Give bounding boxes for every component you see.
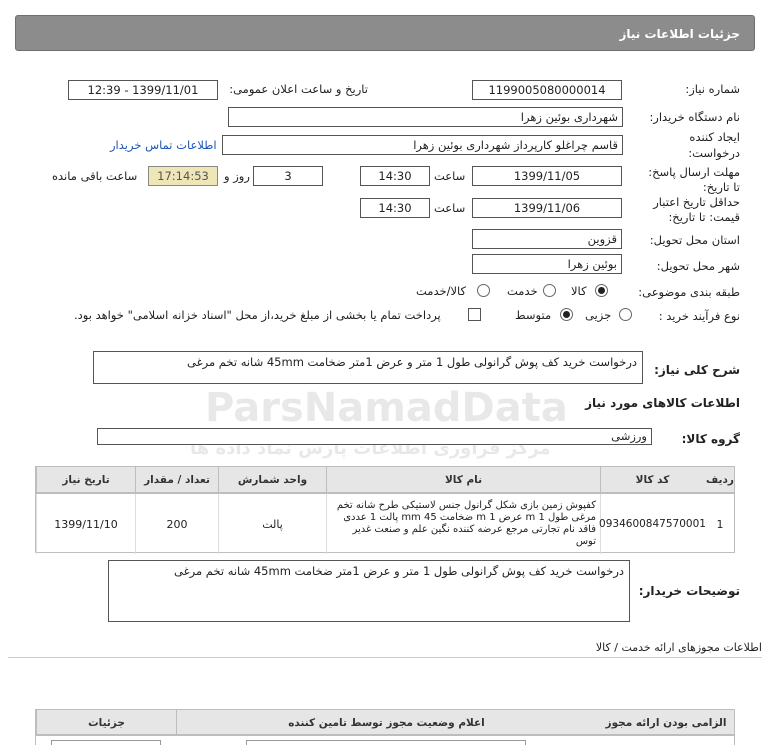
need-number-label: شماره نیاز: (685, 82, 740, 96)
category-radio-goods[interactable] (595, 284, 608, 297)
goods-section-title: اطلاعات کالاهای مورد نیاز (585, 396, 740, 410)
cell-date: 1399/11/10 (36, 494, 135, 554)
province-field: قزوین (472, 229, 622, 249)
category-radio-goods-service[interactable] (477, 284, 490, 297)
creator-field: قاسم چراغلو کارپرداز شهرداری بوئین زهرا (222, 135, 623, 155)
validity-time-field: 14:30 (360, 198, 430, 218)
cell-name: کفپوش زمین بازی شکل گرانول جنس لاستیکی طرح شانه تخم مرغی طول 1 m عرض 1 m ضخامت 45 mm پالت 1 عددی فاقد نام تجارتی مرجع عرضه کننده نگین علم و صنعت غدیر توس (326, 494, 600, 554)
permits-divider (8, 657, 762, 658)
category-radio-service[interactable] (543, 284, 556, 297)
cell-code: 0934600847570001 (600, 494, 704, 554)
page-title: جزئیات اطلاعات نیاز (15, 15, 755, 51)
buyer-org-label: نام دستگاه خریدار: (649, 110, 740, 124)
validity-label-line2: قیمت: تا تاریخ: (668, 210, 740, 224)
cell-unit: پالت (218, 494, 326, 554)
buyer-notes-box: درخواست خرید کف پوش گرانولی طول 1 متر و عرض 1متر ضخامت 45mm شانه تخم مرغی (108, 560, 630, 622)
col-permit-required: الزامی بودن ارائه مجوز (605, 717, 727, 729)
col-code: کد کالا (600, 467, 704, 493)
permit-status-select[interactable] (246, 740, 526, 745)
category-option-service: خدمت (507, 284, 538, 298)
days-field: 3 (253, 166, 323, 186)
deadline-date-field: 1399/11/05 (472, 166, 622, 186)
process-option-medium: متوسط (515, 308, 552, 322)
deadline-label-line1: مهلت ارسال پاسخ: (648, 165, 740, 179)
table-row (35, 493, 735, 553)
category-label: طبقه بندی موضوعی: (638, 285, 740, 299)
days-label: روز و (224, 169, 250, 183)
col-date: تاریخ نیاز (36, 467, 135, 493)
remaining-label: ساعت باقی مانده (52, 169, 138, 183)
contact-buyer-link[interactable]: اطلاعات تماس خریدار (110, 138, 217, 152)
col-qty: تعداد / مقدار (135, 467, 218, 493)
province-label: استان محل تحویل: (649, 233, 740, 247)
goods-group-field: ورزشی (97, 428, 652, 445)
deadline-label-line2: تا تاریخ: (702, 180, 740, 194)
buyer-notes-label: توضیحات خریدار: (638, 584, 740, 598)
payment-note: پرداخت تمام یا بخشی از مبلغ خرید،از محل "اسناد خزانه اسلامی" خواهد بود. (74, 308, 441, 322)
deadline-time-label: ساعت (434, 169, 466, 183)
validity-time-label: ساعت (434, 201, 466, 215)
description-label: شرح کلی نیاز: (654, 363, 740, 377)
buyer-org-field: شهرداری بوئین زهرا (228, 107, 623, 127)
city-label: شهر محل تحویل: (656, 259, 740, 273)
permit-details-button[interactable] (51, 740, 161, 745)
announce-field: 1399/11/01 - 12:39 (68, 80, 218, 100)
city-field: بوئین زهرا (472, 254, 622, 274)
process-radio-medium[interactable] (560, 308, 573, 321)
permits-table-header (35, 709, 735, 735)
col-name: نام کالا (326, 467, 600, 493)
category-option-goods-service: کالا/خدمت (416, 284, 467, 298)
description-box: درخواست خرید کف پوش گرانولی طول 1 متر و عرض 1متر ضخامت 45mm شانه تخم مرغی (93, 351, 643, 384)
deadline-time-field: 14:30 (360, 166, 430, 186)
watermark-brand: ParsNamadData (205, 385, 568, 431)
col-unit: واحد شمارش (218, 467, 326, 493)
process-radio-minor[interactable] (619, 308, 632, 321)
col-permit-status: اعلام وضعیت مجوز توسط تامین کننده (176, 710, 596, 736)
permits-table-row (35, 735, 735, 745)
announce-label: تاریخ و ساعت اعلان عمومی: (229, 82, 368, 96)
goods-table-header (35, 466, 735, 493)
permits-title: اطلاعات مجوزهای ارائه خدمت / کالا (595, 641, 762, 654)
remaining-time-field: 17:14:53 (148, 166, 218, 186)
validity-date-field: 1399/11/06 (472, 198, 622, 218)
payment-checkbox[interactable] (468, 308, 481, 321)
category-option-goods: کالا (571, 284, 587, 298)
watermark-tagline: مرکز فرآوری اطلاعات پارس نماد داده ها (190, 438, 551, 459)
process-option-minor: جزیی (585, 308, 612, 322)
validity-label-line1: حداقل تاریخ اعتبار (653, 195, 740, 209)
creator-label-line2: درخواست: (688, 146, 740, 160)
cell-row: 1 (716, 517, 724, 531)
cell-qty: 200 (135, 494, 218, 554)
creator-label-line1: ایجاد کننده (689, 130, 740, 144)
goods-group-label: گروه کالا: (681, 432, 740, 446)
col-row: ردیف (706, 474, 734, 486)
process-label: نوع فرآیند خرید : (658, 309, 740, 323)
col-permit-details: جزئیات (36, 710, 176, 736)
need-number-field: 1199005080000014 (472, 80, 622, 100)
